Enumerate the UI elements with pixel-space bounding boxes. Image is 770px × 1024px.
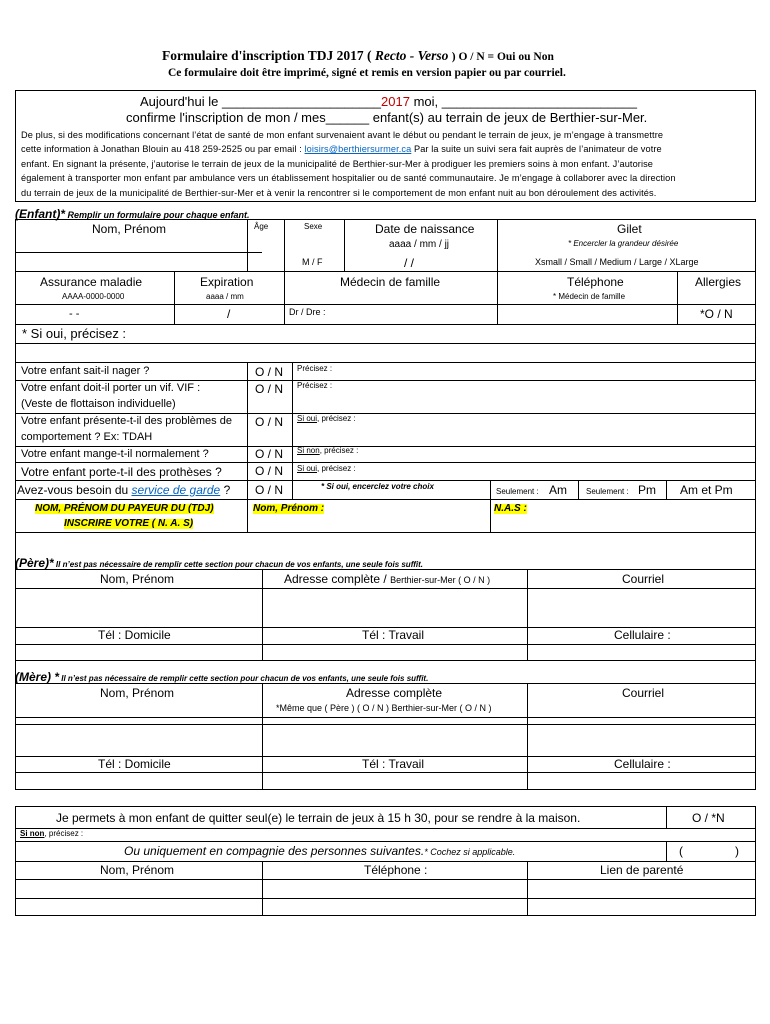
garde-pm[interactable]: Pm — [638, 483, 656, 497]
intro-paragraph: De plus, si des modifications concernant l’état de santé de mon enfant survenaient avant le début ou pendant le terrain de jeux, je m’engage à transmettre cette information à Jonathan Blouin au 418 259-2525 ou par email : loisirs@berthiersurmer.ca Par la suite un suivi sera fait auprès de l’animateur de votre enfant. En signant la présente, j’autorise le terrain de jeux de la municipalité de Berthier-sur-Mer à prodiguer les premiers soins à mon enfant. J’autorise également à transporter mon enfant par ambulance vers un établissement hospitalier ou de santé communautaire. Je m’engage à collaborer avec la direction du terrain de jeux de la municipalité de Berthier-sur-Mer et à venir la rencontrer si le comportement de mon enfant nuit au bon déroulement des activités. — [21, 130, 676, 198]
telephone-note: * Médecin de famille — [553, 292, 626, 301]
question-protheses-note: Si oui, précisez : — [297, 464, 356, 473]
mere-cellulaire: Cellulaire : — [614, 757, 671, 771]
form-subtitle: Ce formulaire doit être imprimé, signé et remis en version papier ou par courriel. — [168, 67, 566, 79]
question-comportement-note: Si oui, précisez : — [297, 414, 356, 423]
question-nager-on[interactable]: O / N — [255, 365, 284, 379]
pere-nom-prenom: Nom, Prénom — [100, 572, 175, 586]
question-vif-note: Précisez : — [297, 381, 333, 390]
expiration-format: aaaa / mm — [206, 292, 244, 301]
mere-adresse-note: *Même que ( Père ) ( O / N ) Berthier-sur-Mer ( O / N ) — [276, 703, 492, 713]
intro-line-2: confirme l'inscription de mon / mes______ enfant(s) au terrain de jeux de Berthier-sur-Mer. — [126, 110, 648, 125]
enfant-date-format: aaaa / mm / jj — [389, 239, 450, 250]
pere-adresse: Adresse complète / Berthier-sur-Mer ( O / N ) — [284, 572, 491, 586]
mere-adresse: Adresse complète — [346, 686, 443, 700]
medecin-dr: Dr / Dre : — [289, 307, 326, 317]
question-protheses: Votre enfant porte-t-il des prothèses ? — [21, 465, 222, 479]
question-protheses-on[interactable]: O / N — [255, 464, 284, 478]
payeur-nom-prenom: Nom, Prénom : — [253, 503, 325, 514]
email-link[interactable]: loisirs@berthiersurmer.ca — [304, 144, 412, 155]
question-nager: Votre enfant sait-il nager ? — [21, 365, 150, 377]
question-vif-on[interactable]: O / N — [255, 382, 284, 396]
assurance-label: Assurance maladie — [40, 275, 143, 289]
medecin-label: Médecin de famille — [340, 275, 441, 289]
enfant-gilet: Gilet — [617, 222, 642, 236]
enfant-nom-prenom: Nom, Prénom — [92, 222, 167, 236]
question-garde: Avez-vous besoin du service de garde ? — [17, 483, 231, 497]
expiration-label: Expiration — [200, 275, 254, 289]
question-comportement: Votre enfant présente-t-il des problèmes de — [21, 415, 232, 427]
quitter-companie: Ou uniquement en compagnie des personnes suivantes.* Cochez si applicable. — [124, 844, 516, 858]
allergies-on[interactable]: *O / N — [700, 307, 733, 321]
quitter-paren-close[interactable]: ) — [735, 844, 739, 858]
quitter-si-non: Si non, précisez : — [20, 829, 84, 838]
enfant-sexe: Sexe — [304, 222, 323, 231]
quitter-lien: Lien de parenté — [600, 863, 684, 877]
payeur-nas: N.A.S : — [494, 503, 527, 514]
assurance-dashes: - - — [69, 308, 80, 320]
question-mange: Votre enfant mange-t-il normalement ? — [21, 448, 209, 460]
pere-heading: (Père)* Il n’est pas nécessaire de remplir cette section pour chacun de vos enfants, une seule fois suffit. — [15, 556, 423, 570]
telephone-label: Téléphone — [567, 275, 624, 289]
question-vif: Votre enfant doit-il porter un vif. VIF : — [21, 382, 201, 394]
pere-courriel: Courriel — [622, 572, 665, 586]
enfant-sexe-mf: M / F — [302, 257, 323, 267]
question-vif-line2: (Veste de flottaison individuelle) — [21, 398, 176, 410]
mere-heading: (Mère) * Il n’est pas nécessaire de remplir cette section pour chacun de vos enfants, une seule fois suffit. — [15, 670, 429, 684]
quitter-telephone: Téléphone : — [364, 863, 428, 877]
expiration-slash: / — [227, 307, 231, 321]
garde-seulement-am-label: Seulement : — [496, 487, 539, 496]
question-mange-on[interactable]: O / N — [255, 447, 284, 461]
garde-seulement-pm-label: Seulement : — [586, 487, 629, 496]
enfant-heading: (Enfant)* Remplir un formulaire pour chaque enfant. — [15, 207, 250, 221]
intro-line-1: Aujourd'hui le ______________________2017 moi, ___________________________ — [140, 94, 637, 109]
mere-courriel: Courriel — [622, 686, 665, 700]
mere-nom-prenom: Nom, Prénom — [100, 686, 175, 700]
enfant-gilet-note: * Encercler la grandeur désirée — [568, 239, 679, 248]
question-nager-note: Précisez : — [297, 364, 333, 373]
quitter-on[interactable]: O / *N — [692, 811, 725, 825]
quitter-text: Je permets à mon enfant de quitter seul(e) le terrain de jeux à 15 h 30, pour se rendre à la maison. — [56, 811, 581, 825]
quitter-nom-prenom: Nom, Prénom — [100, 863, 175, 877]
enfant-age: Âge — [254, 222, 269, 231]
assurance-format: AAAA-0000-0000 — [62, 292, 125, 301]
garde-am[interactable]: Am — [549, 483, 567, 497]
enfant-date-slashes: / / — [404, 256, 415, 270]
question-comportement-on[interactable]: O / N — [255, 415, 284, 429]
garde-encerclez: * Si oui, encerclez votre choix — [321, 482, 434, 491]
payeur-label-1: NOM, PRÉNOM DU PAYEUR DU (TDJ) — [35, 503, 214, 514]
question-mange-note: Si non, précisez : — [297, 446, 359, 455]
question-comportement-line2: comportement ? Ex: TDAH — [21, 431, 153, 443]
mere-tel-travail: Tél : Travail — [362, 757, 425, 771]
si-oui-precisez: * Si oui, précisez : — [22, 326, 127, 341]
enfant-date-naissance: Date de naissance — [375, 222, 475, 236]
garde-am-et-pm[interactable]: Am et Pm — [680, 483, 733, 497]
pere-cellulaire: Cellulaire : — [614, 628, 671, 642]
pere-tel-domicile: Tél : Domicile — [98, 628, 171, 642]
mere-tel-domicile: Tél : Domicile — [98, 757, 171, 771]
service-garde-link[interactable]: service de garde — [131, 483, 221, 497]
pere-tel-travail: Tél : Travail — [362, 628, 425, 642]
allergies-label: Allergies — [695, 275, 742, 289]
question-garde-on[interactable]: O / N — [255, 483, 284, 497]
quitter-paren-open: ( — [679, 844, 683, 858]
form-title: Formulaire d'inscription TDJ 2017 ( Recto - Verso ) O / N = Oui ou Non — [162, 48, 554, 63]
enfant-gilet-sizes: Xsmall / Small / Medium / Large / XLarge — [535, 257, 699, 267]
payeur-label-2: INSCRIRE VOTRE ( N. A. S) — [64, 518, 194, 529]
